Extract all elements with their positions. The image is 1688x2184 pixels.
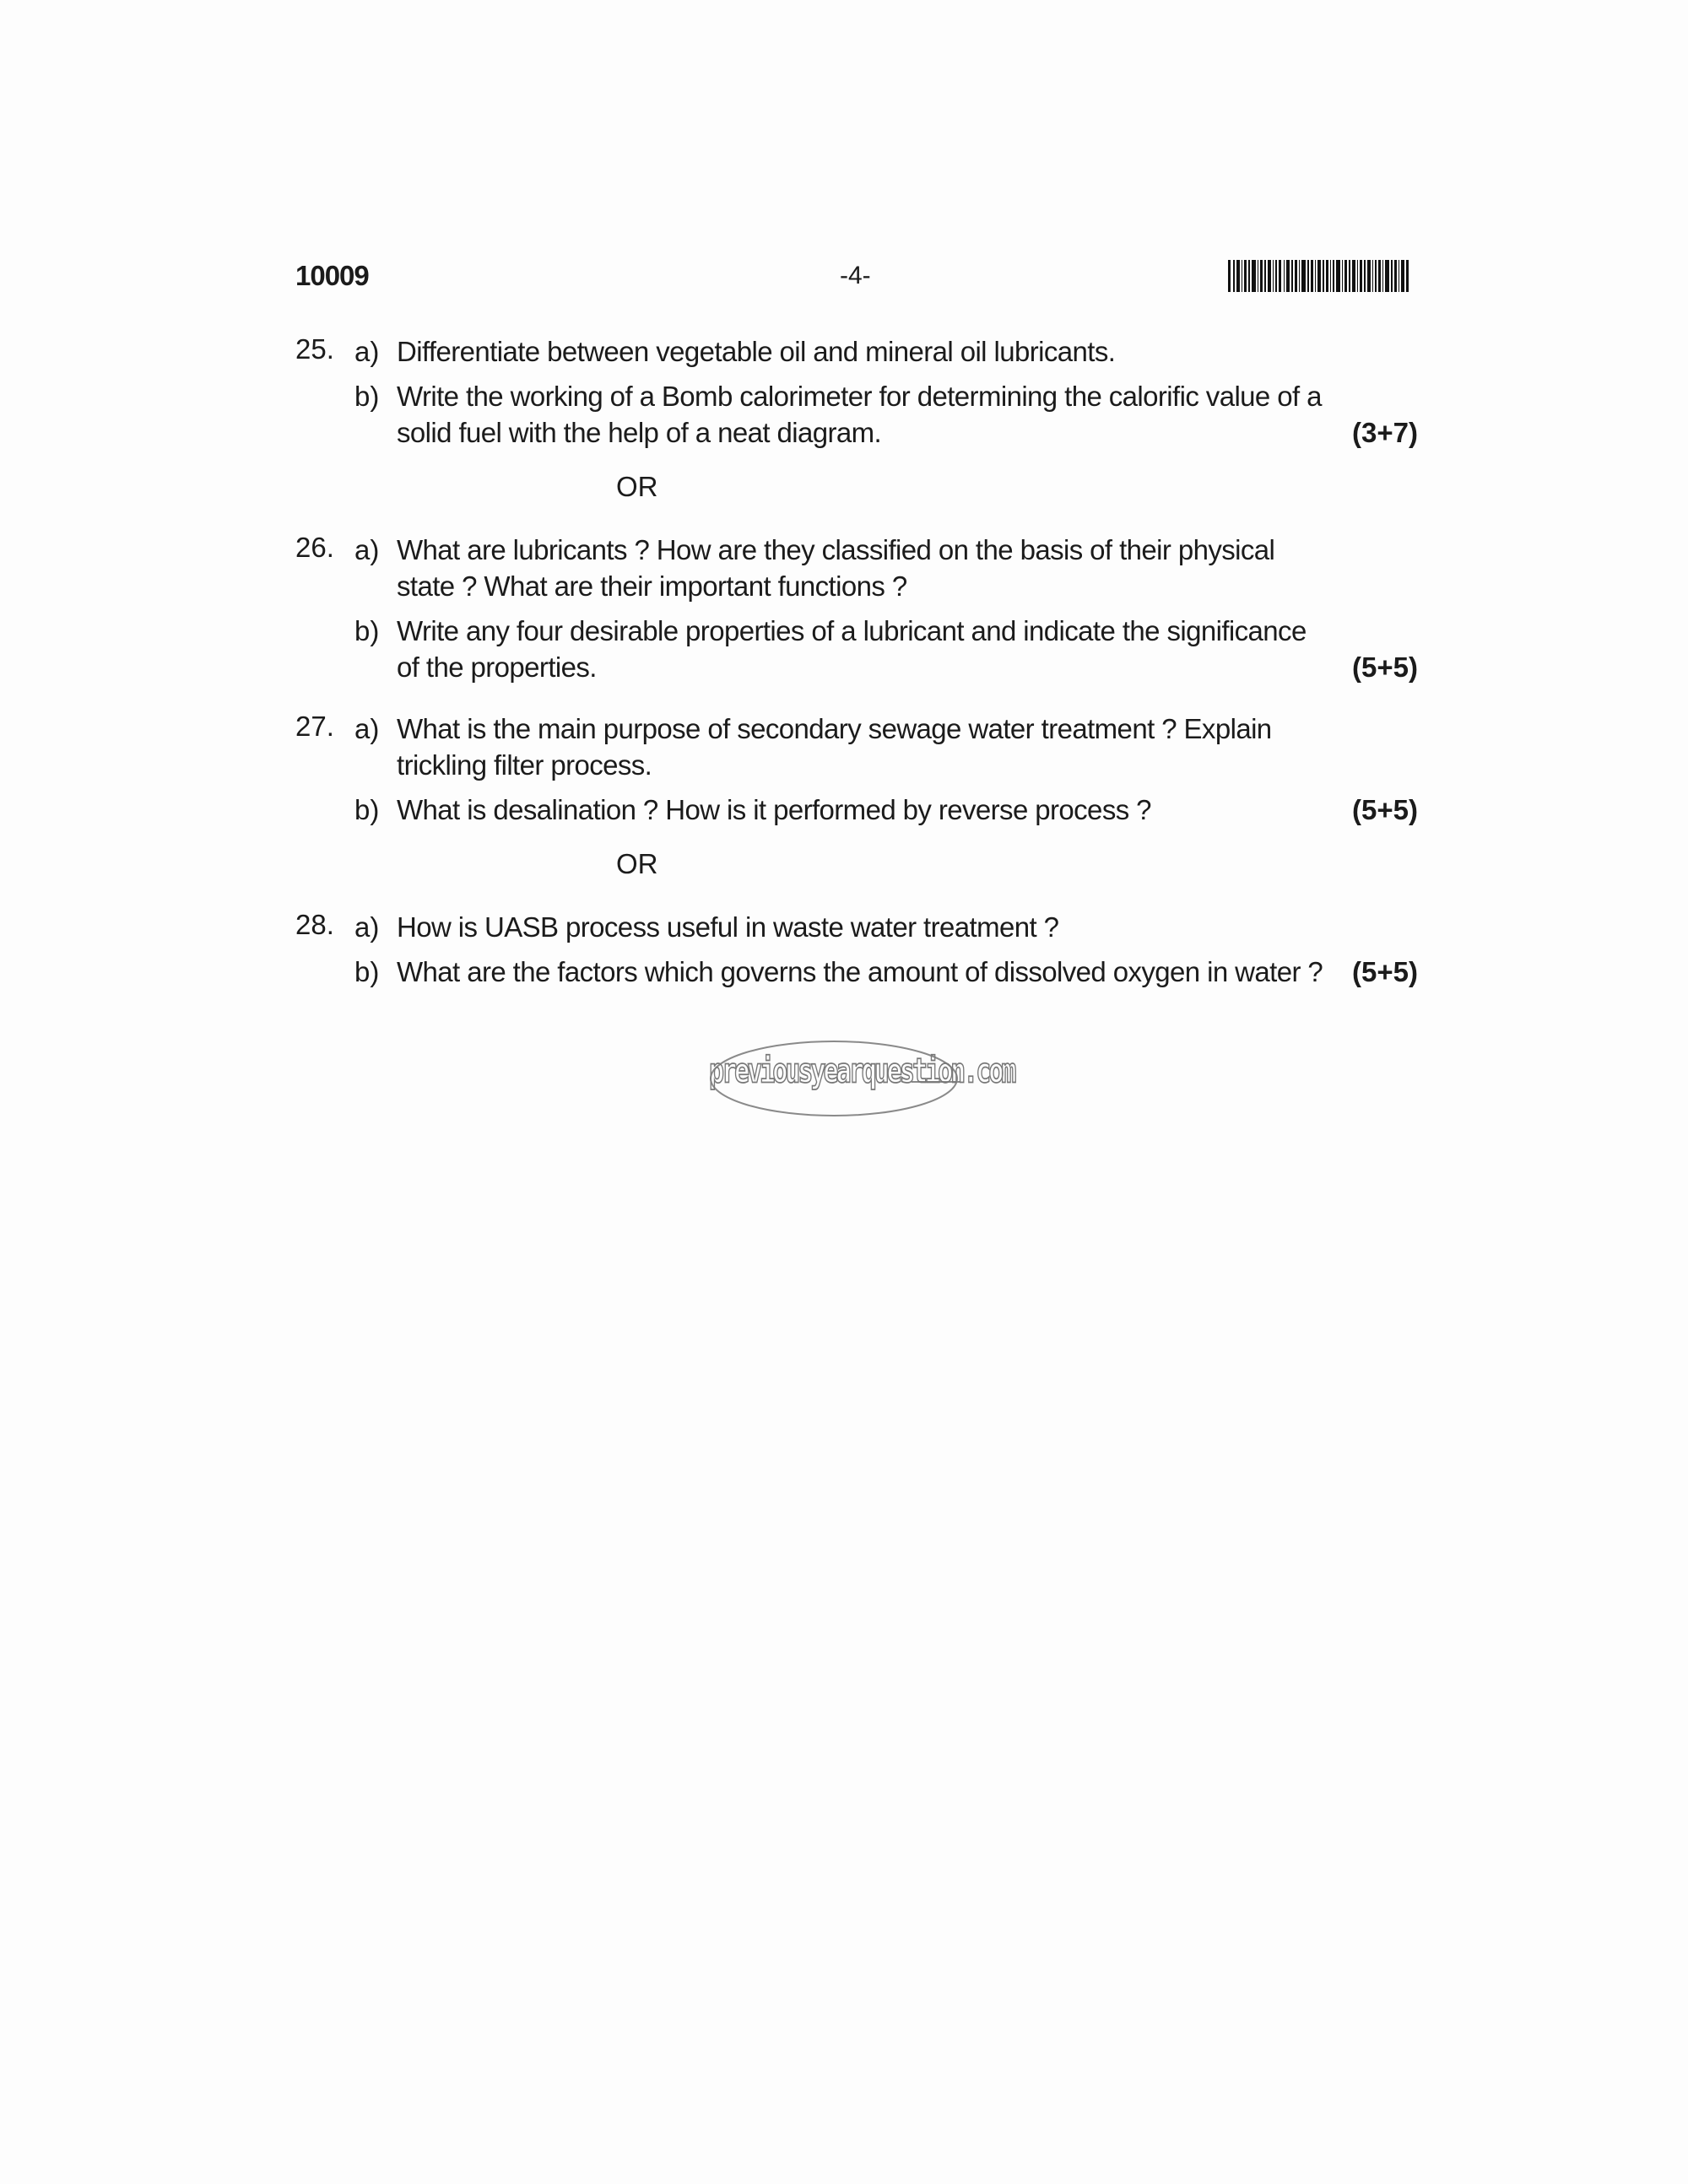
or-separator xyxy=(295,471,1418,520)
page-number: -4- xyxy=(840,262,871,289)
or-separator xyxy=(295,848,1418,897)
page-header xyxy=(295,260,1409,302)
part-text: What are lubricants ? How are they classified on the basis of their physical state ? What are their important functions ? xyxy=(397,534,1275,602)
question-part-a xyxy=(295,711,1418,783)
question-part-b xyxy=(295,613,1418,685)
part-label: a) xyxy=(354,336,380,367)
watermark-text: previousyearquestion.com xyxy=(709,1051,1014,1092)
paper-code: 10009 xyxy=(295,260,369,291)
question-list xyxy=(295,333,1418,1015)
part-label: a) xyxy=(354,713,380,744)
barcode xyxy=(1228,260,1409,292)
question-number: 26. xyxy=(295,532,334,563)
part-label: b) xyxy=(354,956,380,987)
marks: (5+5) xyxy=(1352,956,1418,987)
part-text: Differentiate between vegetable oil and mineral oil lubricants. xyxy=(397,336,1116,367)
question-27 xyxy=(295,711,1418,828)
part-label: b) xyxy=(354,615,380,646)
question-number: 25. xyxy=(295,333,334,365)
part-text: How is UASB process useful in waste water treatment ? xyxy=(397,911,1059,943)
question-part-b xyxy=(295,378,1418,451)
part-text: Write any four desirable properties of a lubricant and indicate the significance of the properties. xyxy=(397,615,1307,683)
question-part-a xyxy=(295,333,1418,370)
watermark-stamp xyxy=(709,1038,1014,1119)
or-text: OR xyxy=(616,471,658,502)
part-text: Write the working of a Bomb calorimeter for determining the calorific value of a solid fuel with the help of a neat diagram. xyxy=(397,381,1322,448)
question-number: 28. xyxy=(295,909,334,940)
question-part-a xyxy=(295,909,1418,945)
question-number: 27. xyxy=(295,711,334,742)
question-part-b xyxy=(295,954,1418,990)
part-text: What are the factors which governs the amount of dissolved oxygen in water ? xyxy=(397,956,1323,987)
part-text: What is desalination ? How is it performed by reverse process ? xyxy=(397,794,1151,825)
marks: (5+5) xyxy=(1352,794,1418,825)
question-25 xyxy=(295,333,1418,451)
part-label: a) xyxy=(354,534,380,565)
marks: (5+5) xyxy=(1352,651,1418,683)
question-part-b xyxy=(295,792,1418,828)
question-28 xyxy=(295,909,1418,990)
question-26 xyxy=(295,532,1418,685)
part-text: What is the main purpose of secondary sewage water treatment ? Explain trickling filter process. xyxy=(397,713,1272,781)
question-part-a xyxy=(295,532,1418,604)
or-text: OR xyxy=(616,848,658,879)
part-label: a) xyxy=(354,911,380,943)
marks: (3+7) xyxy=(1352,417,1418,448)
part-label: b) xyxy=(354,381,380,412)
part-label: b) xyxy=(354,794,380,825)
